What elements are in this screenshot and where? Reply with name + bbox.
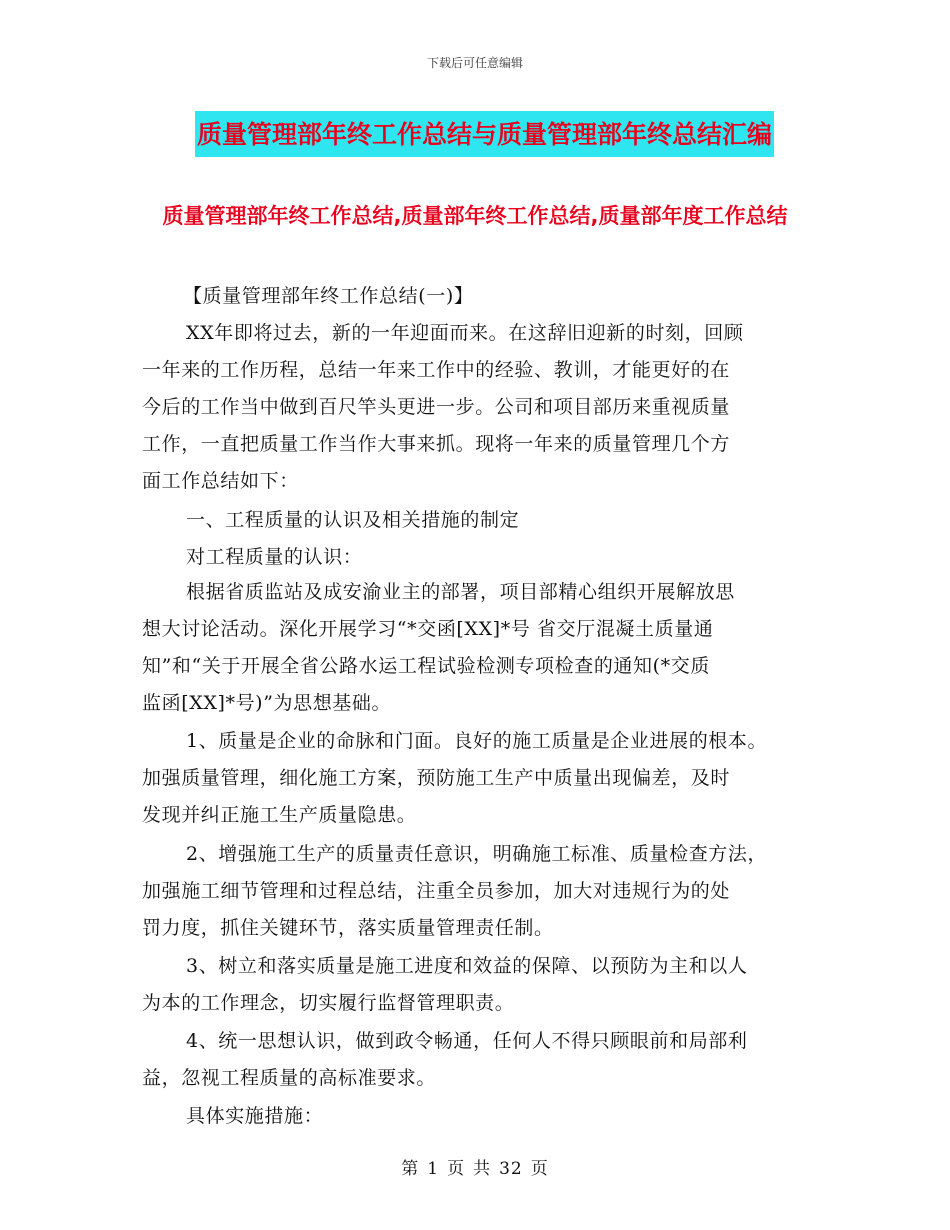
body-line: XX年即将过去，新的一年迎面而来。在这辞旧迎新的时刻，回顾 (186, 322, 744, 344)
body-line: 对工程质量的认识： (186, 546, 363, 568)
page-unit: 页 (447, 1159, 466, 1179)
body-line: 1、质量是企业的命脉和门面。良好的施工质量是企业进展的根本。 (186, 730, 768, 752)
body-line: 具体实施措施： (186, 1105, 324, 1127)
page-number: 1 (427, 1159, 440, 1179)
body-line: 面工作总结如下： (142, 470, 299, 492)
total-label: 共 (473, 1159, 492, 1179)
body-line: 3、树立和落实质量是施工进度和效益的保障、以预防为主和以人 (186, 955, 748, 977)
body-line: 2、增强施工生产的质量责任意识，明确施工标准、质量检查方法， (186, 843, 768, 865)
body-line: 一、工程质量的认识及相关措施的制定 (186, 509, 520, 531)
body-line: 4、统一思想认识，做到政令畅通，任何人不得只顾眼前和局部利 (186, 1030, 748, 1052)
body-line: 监函[XX]*号)”为思想基础。 (142, 692, 392, 714)
body-line: 今后的工作当中做到百尺竿头更进一步。公司和项目部历来重视质量 (142, 396, 731, 418)
body-line: 加强质量管理，细化施工方案，预防施工生产中质量出现偏差，及时 (142, 767, 731, 789)
main-title: 质量管理部年终工作总结与质量管理部年终总结汇编 (195, 111, 774, 157)
body-line: 根据省质监站及成安渝业主的部署，项目部精心组织开展解放思 (186, 581, 735, 603)
sub-title: 质量管理部年终工作总结,质量部年终工作总结,质量部年度工作总结 (162, 204, 788, 228)
body-line: 工作，一直把质量工作当作大事来抓。现将一年来的质量管理几个方 (142, 433, 731, 455)
total-pages: 32 (499, 1159, 523, 1179)
page-footer (0, 1154, 950, 1179)
body-line: 益，忽视工程质量的高标准要求。 (142, 1067, 437, 1089)
body-line: 为本的工作理念，切实履行监督管理职责。 (142, 992, 515, 1014)
section-heading: 【质量管理部年终工作总结(一)】 (183, 285, 474, 307)
body-line: 想大讨论活动。深化开展学习“*交函[XX]*号 省交厅混凝土质量通 (142, 618, 714, 640)
main-title-container (195, 111, 774, 157)
body-line: 罚力度，抓住关键环节，落实质量管理责任制。 (142, 917, 554, 939)
page-label: 第 (401, 1159, 420, 1179)
body-line: 知”和“关于开展全省公路水运工程试验检测专项检查的通知(*交质 (142, 655, 710, 677)
body-line: 加强施工细节管理和过程总结，注重全员参加，加大对违规行为的处 (142, 880, 731, 902)
total-unit: 页 (530, 1159, 549, 1179)
body-line: 一年来的工作历程，总结一年来工作中的经验、教训，才能更好的在 (142, 359, 731, 381)
header-note: 下载后可任意编辑 (426, 56, 523, 70)
body-line: 发现并纠正施工生产质量隐患。 (142, 804, 417, 826)
